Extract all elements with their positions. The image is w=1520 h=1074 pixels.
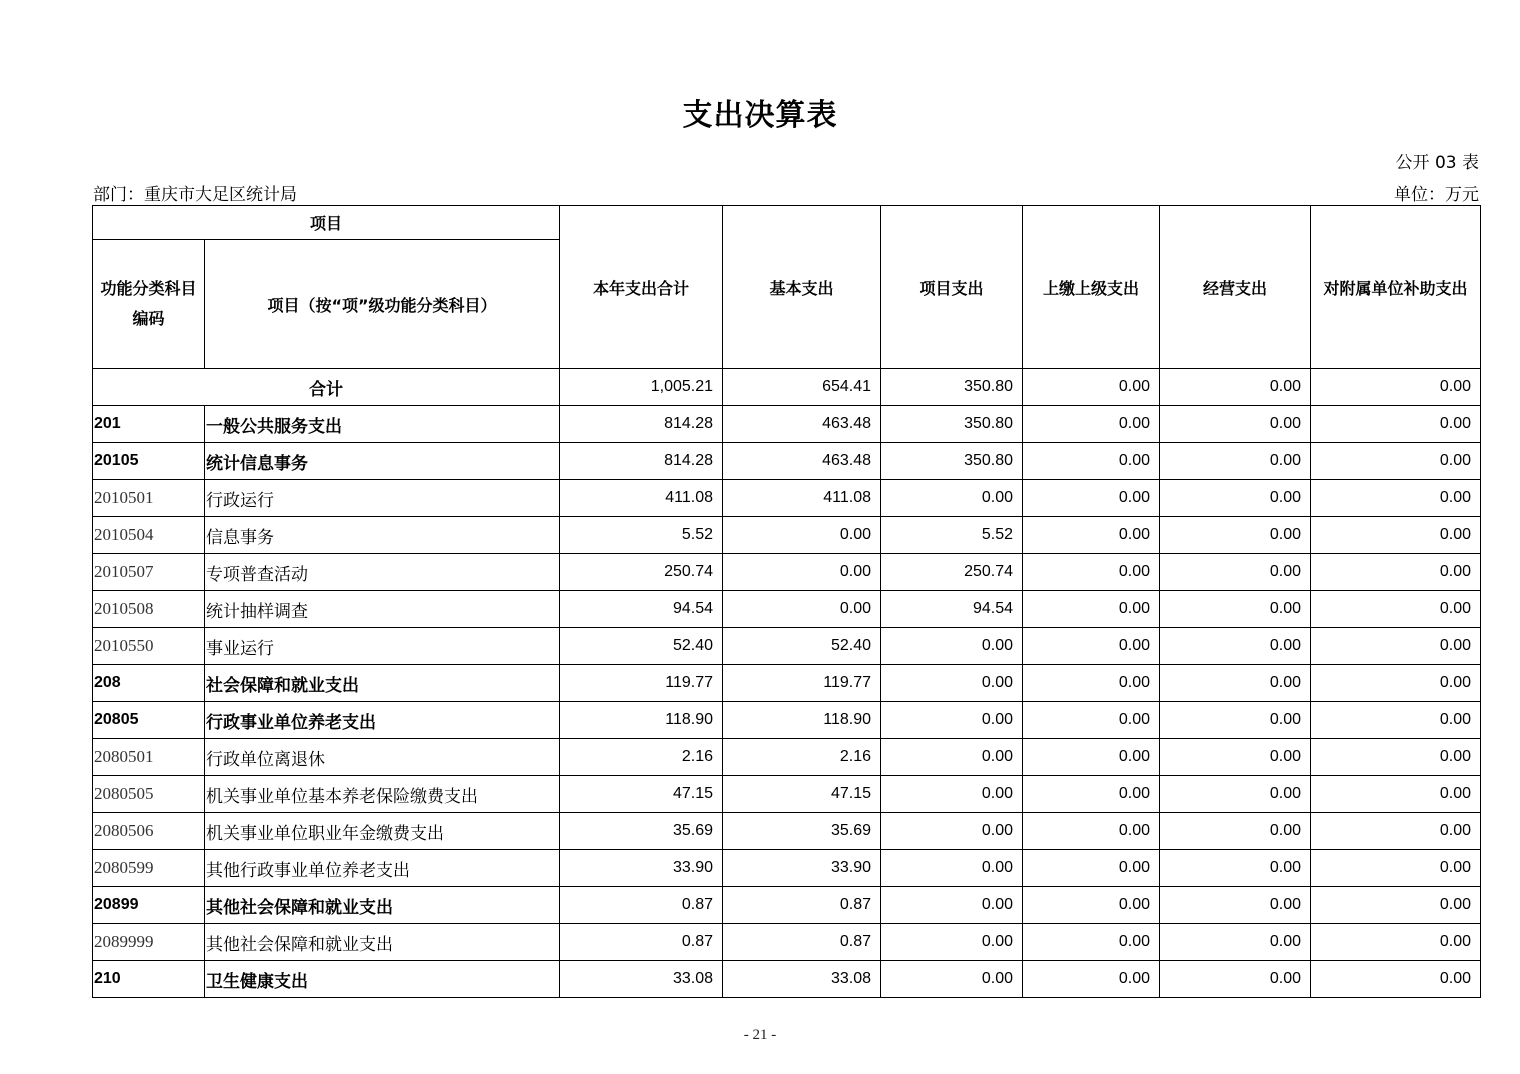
row-value: 463.48: [723, 406, 881, 443]
row-value: 5.52: [560, 517, 723, 554]
header-basic: 基本支出: [723, 206, 881, 369]
header-project-group: 项目: [93, 206, 560, 240]
row-value: 0.00: [1160, 480, 1311, 517]
header-upper: 上缴上级支出: [1023, 206, 1160, 369]
row-value: 0.00: [1160, 406, 1311, 443]
row-value: 0.00: [881, 665, 1023, 702]
row-name: 行政运行: [205, 480, 560, 517]
table-row: [93, 406, 1481, 443]
row-value: 0.87: [723, 924, 881, 961]
row-value: 0.00: [1160, 739, 1311, 776]
total-value: 0.00: [1023, 369, 1160, 406]
row-value: 0.00: [1023, 628, 1160, 665]
row-value: 0.00: [1023, 702, 1160, 739]
table-row: [93, 591, 1481, 628]
row-value: 0.00: [1311, 776, 1481, 813]
row-value: 0.00: [1311, 813, 1481, 850]
row-value: 0.00: [1023, 517, 1160, 554]
row-value: 0.00: [881, 924, 1023, 961]
row-name: 行政单位离退休: [205, 739, 560, 776]
row-name: 专项普查活动: [205, 554, 560, 591]
row-value: 0.00: [1023, 813, 1160, 850]
row-code: 2080501: [93, 739, 205, 776]
row-value: 2.16: [560, 739, 723, 776]
row-value: 0.00: [1311, 406, 1481, 443]
table-row: [93, 554, 1481, 591]
row-value: 0.00: [1160, 924, 1311, 961]
row-value: 0.00: [1160, 665, 1311, 702]
row-value: 0.00: [1311, 887, 1481, 924]
row-value: 0.00: [1160, 517, 1311, 554]
row-value: 250.74: [881, 554, 1023, 591]
row-value: 35.69: [723, 813, 881, 850]
row-code: 201: [93, 406, 205, 443]
header-project: 项目支出: [881, 206, 1023, 369]
table-row: [93, 443, 1481, 480]
row-value: 0.00: [881, 887, 1023, 924]
row-value: 47.15: [560, 776, 723, 813]
row-value: 119.77: [723, 665, 881, 702]
header-name: 项目（按“项”级功能分类科目）: [205, 240, 560, 369]
row-value: 0.00: [1160, 813, 1311, 850]
total-row: [93, 369, 1481, 406]
row-value: 94.54: [560, 591, 723, 628]
row-code: 210: [93, 961, 205, 998]
row-value: 0.00: [1311, 517, 1481, 554]
page-title: 支出决算表: [682, 98, 838, 133]
row-value: 0.00: [881, 739, 1023, 776]
row-name: 信息事务: [205, 517, 560, 554]
row-value: 0.00: [1160, 554, 1311, 591]
total-value: 654.41: [723, 369, 881, 406]
row-value: 0.00: [723, 591, 881, 628]
row-value: 52.40: [560, 628, 723, 665]
row-value: 250.74: [560, 554, 723, 591]
row-value: 0.00: [881, 813, 1023, 850]
header-business: 经营支出: [1160, 206, 1311, 369]
row-value: 0.00: [1311, 554, 1481, 591]
row-value: 0.00: [1160, 443, 1311, 480]
row-value: 118.90: [723, 702, 881, 739]
row-name: 机关事业单位基本养老保险缴费支出: [205, 776, 560, 813]
row-value: 94.54: [881, 591, 1023, 628]
row-name: 其他社会保障和就业支出: [205, 924, 560, 961]
row-value: 0.00: [1023, 554, 1160, 591]
table-row: [93, 702, 1481, 739]
row-code: 2010501: [93, 480, 205, 517]
row-value: 0.00: [1311, 739, 1481, 776]
row-name: 其他行政事业单位养老支出: [205, 850, 560, 887]
row-value: 0.00: [1023, 924, 1160, 961]
row-value: 33.08: [560, 961, 723, 998]
row-value: 0.00: [881, 776, 1023, 813]
row-code: 2080599: [93, 850, 205, 887]
row-value: 0.00: [1023, 406, 1160, 443]
header-code: 功能分类科目编码: [93, 240, 205, 369]
row-value: 350.80: [881, 443, 1023, 480]
total-value: 0.00: [1311, 369, 1481, 406]
table-row: [93, 480, 1481, 517]
row-value: 0.87: [560, 887, 723, 924]
expenditure-table: [92, 205, 1481, 998]
table-row: [93, 924, 1481, 961]
table-row: [93, 517, 1481, 554]
row-value: 0.00: [881, 961, 1023, 998]
row-value: 0.00: [881, 850, 1023, 887]
row-value: 0.00: [1023, 665, 1160, 702]
row-name: 社会保障和就业支出: [205, 665, 560, 702]
row-value: 0.00: [1311, 665, 1481, 702]
table-row: [93, 665, 1481, 702]
row-name: 其他社会保障和就业支出: [205, 887, 560, 924]
row-code: 2010508: [93, 591, 205, 628]
row-value: 0.00: [881, 628, 1023, 665]
table-row: [93, 739, 1481, 776]
row-value: 411.08: [723, 480, 881, 517]
row-value: 0.87: [723, 887, 881, 924]
row-value: 0.00: [1023, 776, 1160, 813]
page-number: - 21 -: [743, 1027, 777, 1043]
table-row: [93, 961, 1481, 998]
header-total: 本年支出合计: [560, 206, 723, 369]
row-value: 0.00: [1023, 480, 1160, 517]
row-value: 0.00: [723, 517, 881, 554]
row-value: 0.00: [1311, 628, 1481, 665]
row-value: 0.00: [1311, 924, 1481, 961]
row-name: 行政事业单位养老支出: [205, 702, 560, 739]
row-value: 0.00: [1160, 850, 1311, 887]
row-value: 33.90: [560, 850, 723, 887]
row-value: 0.00: [881, 480, 1023, 517]
row-value: 814.28: [560, 443, 723, 480]
table-row: [93, 813, 1481, 850]
row-value: 0.00: [1023, 443, 1160, 480]
row-value: 0.00: [1160, 591, 1311, 628]
row-value: 0.00: [1311, 702, 1481, 739]
row-name: 机关事业单位职业年金缴费支出: [205, 813, 560, 850]
total-value: 0.00: [1160, 369, 1311, 406]
row-value: 0.00: [1023, 887, 1160, 924]
row-value: 119.77: [560, 665, 723, 702]
row-name: 统计信息事务: [205, 443, 560, 480]
row-code: 2089999: [93, 924, 205, 961]
row-value: 52.40: [723, 628, 881, 665]
unit-label: 单位：万元: [1394, 185, 1479, 205]
row-value: 118.90: [560, 702, 723, 739]
row-value: 5.52: [881, 517, 1023, 554]
row-value: 463.48: [723, 443, 881, 480]
row-name: 事业运行: [205, 628, 560, 665]
row-value: 2.16: [723, 739, 881, 776]
row-value: 814.28: [560, 406, 723, 443]
row-value: 0.00: [1023, 961, 1160, 998]
department-label: 部门：重庆市大足区统计局: [93, 185, 297, 205]
row-value: 0.00: [1023, 739, 1160, 776]
row-name: 一般公共服务支出: [205, 406, 560, 443]
table-row: [93, 776, 1481, 813]
total-value: 1,005.21: [560, 369, 723, 406]
row-value: 0.00: [1160, 776, 1311, 813]
total-label: 合计: [93, 369, 560, 406]
row-code: 2080506: [93, 813, 205, 850]
row-code: 208: [93, 665, 205, 702]
row-value: 33.08: [723, 961, 881, 998]
row-value: 0.00: [1311, 480, 1481, 517]
row-value: 0.00: [1311, 591, 1481, 628]
row-code: 2080505: [93, 776, 205, 813]
row-value: 350.80: [881, 406, 1023, 443]
row-value: 0.00: [1311, 443, 1481, 480]
table-row: [93, 850, 1481, 887]
row-code: 2010504: [93, 517, 205, 554]
row-name: 卫生健康支出: [205, 961, 560, 998]
row-value: 0.00: [1160, 702, 1311, 739]
row-code: 20805: [93, 702, 205, 739]
row-value: 0.00: [1160, 628, 1311, 665]
row-value: 0.00: [1160, 887, 1311, 924]
row-value: 33.90: [723, 850, 881, 887]
row-code: 2010550: [93, 628, 205, 665]
row-value: 35.69: [560, 813, 723, 850]
header-subsidy: 对附属单位补助支出: [1311, 206, 1481, 369]
row-value: 47.15: [723, 776, 881, 813]
row-value: 0.00: [1160, 961, 1311, 998]
row-value: 0.00: [881, 702, 1023, 739]
total-value: 350.80: [881, 369, 1023, 406]
row-value: 0.87: [560, 924, 723, 961]
row-value: 411.08: [560, 480, 723, 517]
form-number: 公开 03 表: [1395, 153, 1479, 173]
row-value: 0.00: [723, 554, 881, 591]
table-row: [93, 887, 1481, 924]
table-row: [93, 628, 1481, 665]
row-value: 0.00: [1311, 850, 1481, 887]
row-value: 0.00: [1023, 850, 1160, 887]
row-code: 20899: [93, 887, 205, 924]
row-value: 0.00: [1311, 961, 1481, 998]
row-name: 统计抽样调查: [205, 591, 560, 628]
row-code: 2010507: [93, 554, 205, 591]
row-code: 20105: [93, 443, 205, 480]
row-value: 0.00: [1023, 591, 1160, 628]
